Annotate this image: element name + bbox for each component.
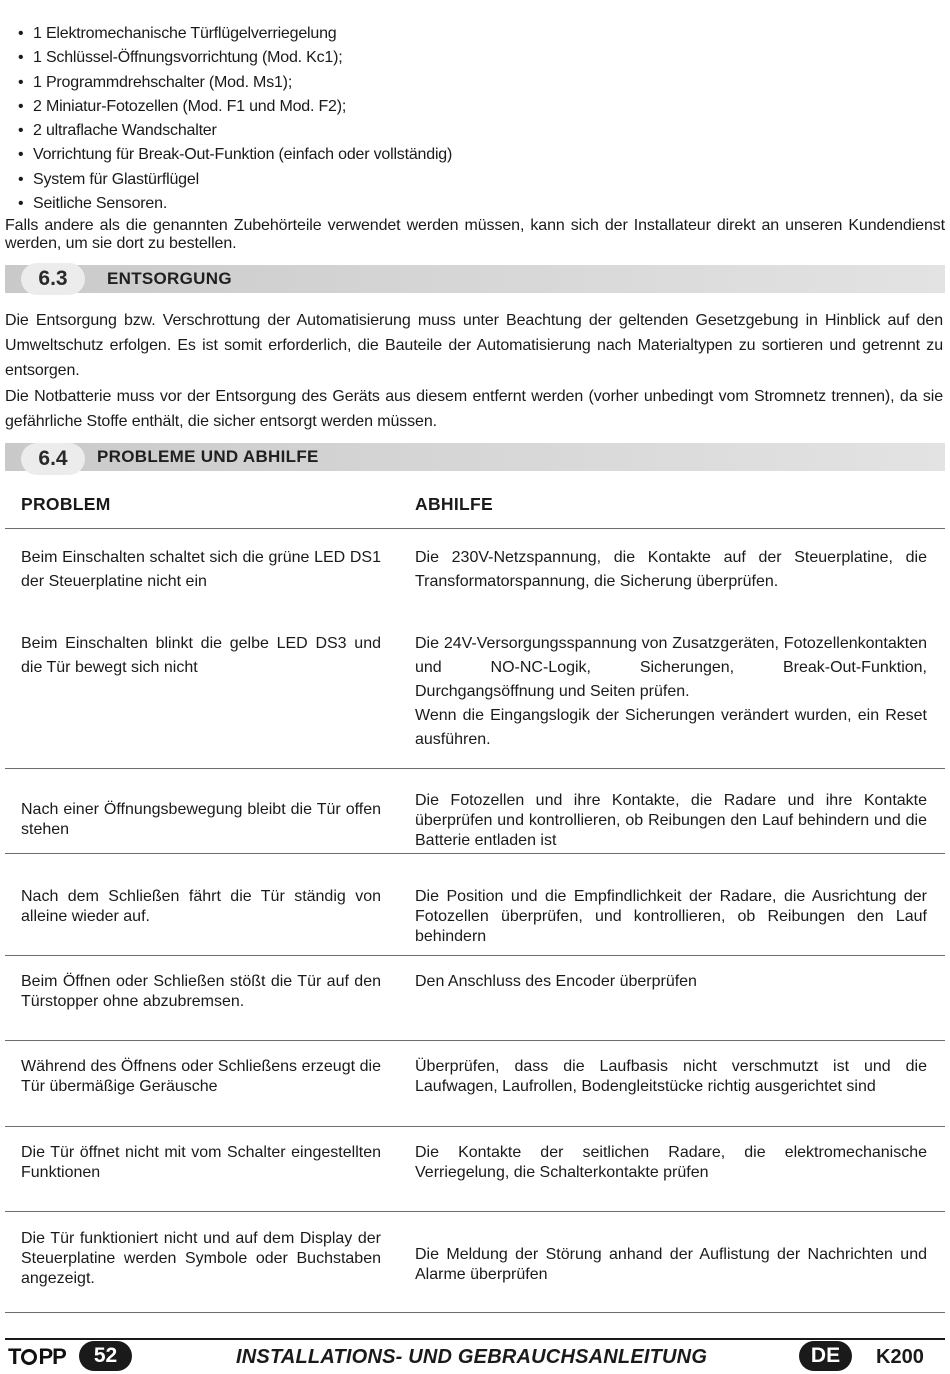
battery-paragraph: Die Notbatterie muss vor der Entsorgung des Geräts aus diesem entfernt werden (vorher unbedingt vom Stromnetz trennen), da sie gefährliche Stoffe enthält, die sicher entsorgt werden müssen. [5,388,943,430]
table-divider [5,768,945,769]
table-divider [5,1126,945,1127]
list-item: • Vorrichtung für Break-Out-Funktion (einfach oder vollständig) [18,143,452,167]
language-badge: DE [799,1341,852,1371]
section-header-entsorgung [5,265,945,293]
footer-rule [5,1338,945,1340]
section-number: 6.4 [21,443,85,475]
page-number: 52 [79,1341,132,1371]
remedy-cell: Die Position und die Empfindlichkeit der Radare, die Ausrichtung der Fotozellen überprüfen, und kontrollieren, ob Reibungen den Lauf behindern [415,888,927,945]
problem-cell: Während des Öffnens oder Schließens erzeugt die Tür übermäßige Geräusche [21,1058,381,1095]
remedy-cell: Die Fotozellen und ihre Kontakte, die Radare und ihre Kontakte überprüfen und kontrollieren, ob Reibungen den Lauf behindern und die Batterie entladen ist [415,792,927,849]
table-divider [5,528,945,529]
logo-ring-icon [21,1349,37,1365]
bullet-icon: • [18,122,24,140]
brand-logo: T PP [8,1344,66,1369]
section-number: 6.3 [21,263,85,295]
bullet-icon: • [18,73,24,91]
problem-cell: Beim Einschalten schaltet sich die grüne LED DS1 der Steuerplatine nicht ein [21,549,381,590]
table-divider [5,1312,945,1313]
list-item: • System für Glastürflügel [18,168,452,192]
column-header-remedy: ABHILFE [415,494,493,514]
section-title: PROBLEME UND ABHILFE [97,447,319,466]
bullet-icon: • [18,49,24,67]
section-header-probleme [5,443,945,471]
accessory-list [18,22,452,216]
remedy-cell [415,632,927,752]
remedy-cell: Die Meldung der Störung anhand der Auflistung der Nachrichten und Alarme überprüfen [415,1246,927,1283]
problem-cell: Beim Öffnen oder Schließen stößt die Tür auf den Türstopper ohne abzubremsen. [21,973,381,1010]
model-label: K200 [876,1346,924,1368]
table-divider [5,955,945,956]
table-divider [5,1040,945,1041]
remedy-text: Wenn die Eingangslogik der Sicherungen verändert wurden, ein Reset ausführen. [415,707,927,748]
problem-cell: Die Tür öffnet nicht mit vom Schalter eingestellten Funktionen [21,1144,381,1181]
list-item: • 2 Miniatur-Fotozellen (Mod. F1 und Mod. F2); [18,95,452,119]
column-header-problem: PROBLEM [21,494,111,514]
table-divider [5,853,945,854]
bullet-icon: • [18,146,24,164]
remedy-text: Die 24V-Versorgungsspannung von Zusatzgeräten, Fotozellenkontakten und NO-NC-Logik, Sicherungen, Break-Out-Funktion, Durchgangsöffnung und Seiten prüfen. [415,635,927,700]
list-item: • 1 Schlüssel-Öffnungsvorrichtung (Mod. Kc1); [18,46,452,70]
remedy-cell: Die Kontakte der seitlichen Radare, die elektromechanische Verriegelung, die Schalterkontakte prüfen [415,1144,927,1181]
table-divider [5,1211,945,1212]
remedy-cell: Den Anschluss des Encoder überprüfen [415,973,697,990]
bullet-icon: • [18,97,24,115]
disposal-paragraph: Die Entsorgung bzw. Verschrottung der Automatisierung muss unter Beachtung der geltenden Gesetzgebung in Hinblick auf den Umweltschutz erfolgen. Es ist somit erforderlich, die Bauteile der Automatisierung nach Materialtypen zu sortieren und getrennt zu entsorgen. [5,312,943,379]
list-item: • Seitliche Sensoren. [18,192,452,216]
bullet-icon: • [18,25,24,42]
list-item: • 1 Elektromechanische Türflügelverriegelung [18,22,452,46]
list-item: • 1 Programmdrehschalter (Mod. Ms1); [18,71,452,95]
intro-paragraph: Falls andere als die genannten Zubehörteile verwendet werden müssen, kann sich der Installateur direkt an unseren Kundendienst werden, um sie dort zu bestellen. [5,217,945,252]
remedy-cell: Die 230V-Netzspannung, die Kontakte auf der Steuerplatine, die Transformatorspannung, die Sicherung überprüfen. [415,549,927,590]
problem-cell: Nach dem Schließen fährt die Tür ständig von alleine wieder auf. [21,888,381,925]
section-title: ENTSORGUNG [107,269,232,288]
bullet-icon: • [18,195,24,213]
manual-title: INSTALLATIONS- UND GEBRAUCHSANLEITUNG [236,1346,708,1368]
list-item: • 2 ultraflache Wandschalter [18,119,452,143]
remedy-cell: Überprüfen, dass die Laufbasis nicht verschmutzt ist und die Laufwagen, Laufrollen, Bodengleitstücke richtig ausgerichtet sind [415,1058,927,1095]
bullet-icon: • [18,170,24,188]
problem-cell: Die Tür funktioniert nicht und auf dem Display der Steuerplatine werden Symbole oder Buchstaben angezeigt. [21,1230,381,1287]
problem-cell: Nach einer Öffnungsbewegung bleibt die Tür offen stehen [21,801,381,838]
problem-cell: Beim Einschalten blinkt die gelbe LED DS3 und die Tür bewegt sich nicht [21,635,381,676]
